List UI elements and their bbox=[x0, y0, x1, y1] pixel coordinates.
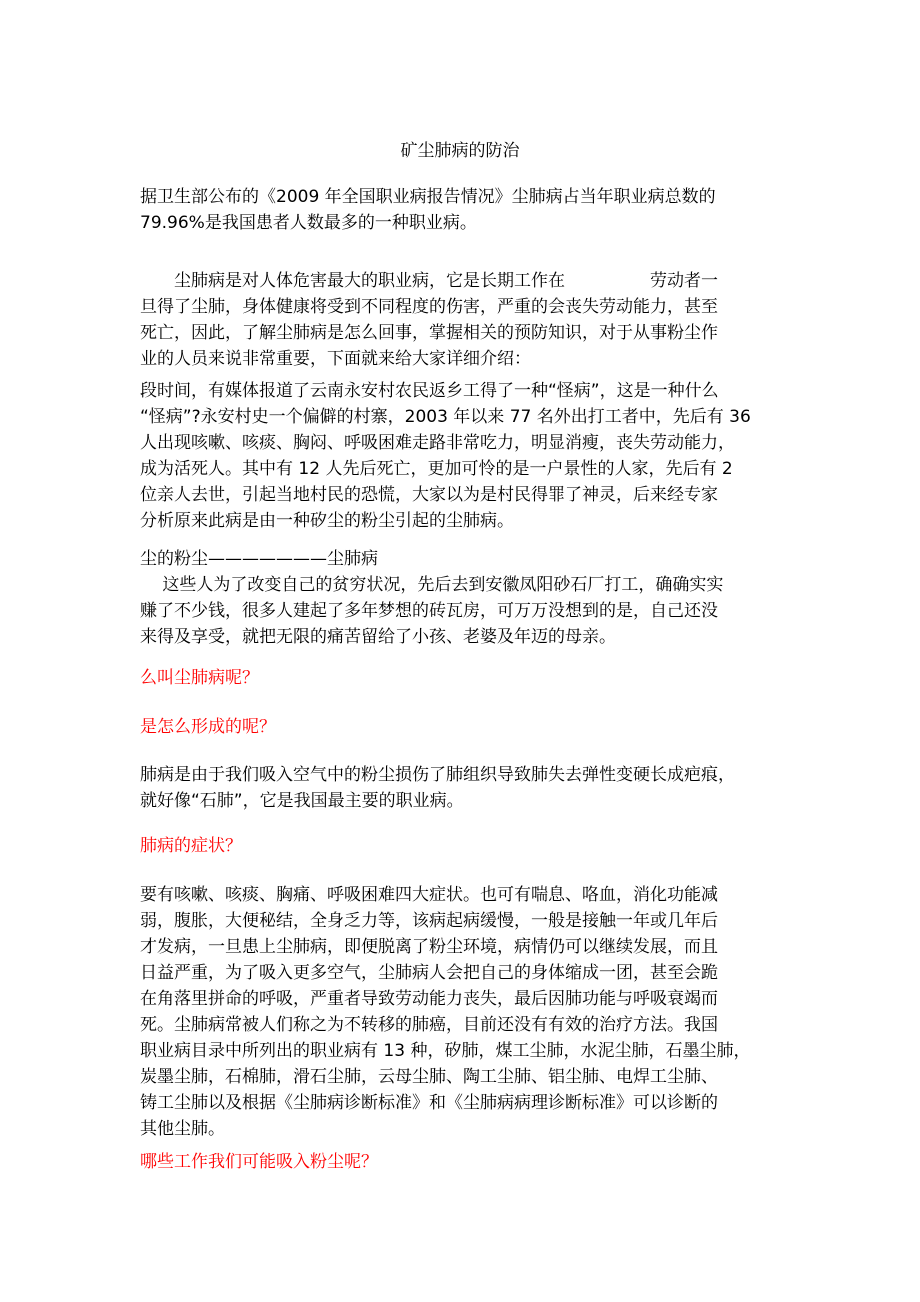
paragraph-intro bbox=[140, 184, 790, 236]
paragraph-overview bbox=[140, 268, 790, 372]
heading-which-jobs bbox=[140, 1149, 790, 1175]
text-line: 才发病，一旦患上尘肺病，即便脱离了粉尘环境，病情仍可以继续发展，而且 bbox=[140, 937, 718, 957]
text-line: 这些人为了改变自己的贫穷状况，先后去到安徽凤阳砂石厂打工，确确实实 bbox=[140, 575, 724, 595]
text-line: 要有咳嗽、咳痰、胸痛、呼吸困难四大症状。也可有喘息、咯血，消化功能减 bbox=[140, 885, 718, 905]
text-line: 位亲人去世，引起当地村民的恐慌，大家以为是村民得罪了神灵，后来经专家 bbox=[140, 485, 718, 505]
text-line: 死亡，因此，了解尘肺病是怎么回事，掌握相关的预防知识，对于从事粉尘作 bbox=[140, 323, 718, 343]
paragraph-formation bbox=[140, 762, 790, 814]
text-line: 肺病是由于我们吸入空气中的粉尘损伤了肺组织导致肺失去弹性变硬长成疤痕， bbox=[140, 765, 735, 785]
text-line: 哪些工作我们可能吸入粉尘呢？ bbox=[140, 1152, 378, 1172]
text-line: 炭墨尘肺，石棉肺，滑石尘肺，云母尘肺、陶工尘肺、铝尘肺、电焊工尘肺、 bbox=[140, 1067, 718, 1087]
text-line: 尘肺病是对人体危害最大的职业病，它是长期工作在 劳动者一 bbox=[140, 271, 718, 291]
text-line: 其他尘肺。 bbox=[140, 1119, 225, 1139]
heading-symptoms bbox=[140, 833, 790, 859]
text-line: 铸工尘肺以及根据《尘肺病诊断标准》和《尘肺病病理诊断标准》可以诊断的 bbox=[140, 1093, 718, 1113]
text-line: 人出现咳嗽、咳痰、胸闷、呼吸困难走路非常吃力，明显消瘦，丧失劳动能力， bbox=[140, 433, 735, 453]
heading-how-formed bbox=[140, 714, 790, 740]
text-line: 赚了不少钱，很多人建起了多年梦想的砖瓦房，可万万没想到的是，自己还没 bbox=[140, 601, 718, 621]
text-line: 就好像“石肺”，它是我国最主要的职业病。 bbox=[140, 791, 464, 811]
text-line: 么叫尘肺病呢？ bbox=[140, 668, 259, 688]
text-line: 尘的粉尘———————尘肺病 bbox=[140, 549, 378, 569]
text-line: 成为活死人。其中有 12 人先后死亡，更加可怜的是一户景性的人家，先后有 2 bbox=[140, 459, 733, 479]
paragraph-story bbox=[140, 546, 790, 650]
text-line: 据卫生部公布的《2009 年全国职业病报告情况》尘肺病占当年职业病总数的 bbox=[140, 187, 716, 207]
text-line: 是怎么形成的呢？ bbox=[140, 717, 276, 737]
paragraph-symptoms bbox=[140, 882, 790, 1142]
text-line: “怪病”?永安村史一个偏僻的村寨，2003 年以来 77 名外出打工者中，先后有 36 bbox=[140, 407, 751, 427]
document-title: 矿尘肺病的防治 bbox=[400, 141, 520, 161]
text-line: 旦得了尘肺，身体健康将受到不同程度的伤害，严重的会丧失劳动能力，甚至 bbox=[140, 297, 718, 317]
text-line: 日益严重，为了吸入更多空气，尘肺病人会把自己的身体缩成一团，甚至会跪 bbox=[140, 963, 718, 983]
text-line: 业的人员来说非常重要，下面就来给大家详细介绍： bbox=[140, 349, 531, 369]
heading-what-is bbox=[140, 665, 790, 691]
paragraph-news bbox=[140, 378, 790, 534]
text-line: 段时间，有媒体报道了云南永安村农民返乡工得了一种“怪病”，这是一种什么 bbox=[140, 381, 719, 401]
text-line: 在角落里拼命的呼吸，严重者导致劳动能力丧失，最后因肺功能与呼吸衰竭而 bbox=[140, 989, 718, 1009]
text-line: 来得及享受，就把无限的痛苦留给了小孩、老婆及年迈的母亲。 bbox=[140, 627, 616, 647]
text-line: 死。尘肺病常被人们称之为不转移的肺癌，目前还没有有效的治疗方法。我国 bbox=[140, 1015, 718, 1035]
text-line: 肺病的症状？ bbox=[140, 836, 242, 856]
text-line: 弱，腹胀，大便秘结，全身乏力等，该病起病缓慢，一般是接触一年或几年后 bbox=[140, 911, 718, 931]
text-line: 职业病目录中所列出的职业病有 13 种，矽肺，煤工尘肺，水泥尘肺，石墨尘肺， bbox=[140, 1041, 751, 1061]
text-line: 分析原来此病是由一种矽尘的粉尘引起的尘肺病。 bbox=[140, 511, 514, 531]
text-line: 79.96%是我国患者人数最多的一种职业病。 bbox=[140, 213, 477, 233]
